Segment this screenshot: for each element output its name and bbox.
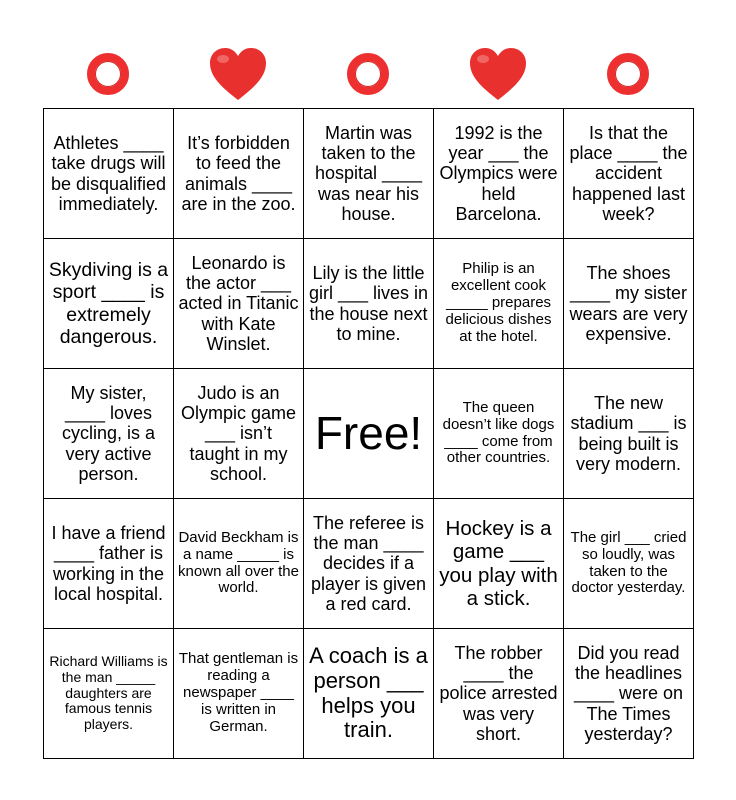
bingo-cell[interactable]: A coach is a person ___ helps you train. [304,629,434,759]
bingo-cell[interactable]: The referee is the man ____ decides if a player is given a red card. [304,499,434,629]
ring-icon [563,40,693,108]
bingo-cell[interactable]: That gentleman is reading a newspaper ____ is written in German. [174,629,304,759]
heart-icon [433,40,563,108]
bingo-cell[interactable]: The girl ___ cried so loudly, was taken to the doctor yesterday. [564,499,694,629]
bingo-cell[interactable]: Martin was taken to the hospital ____ was near his house. [304,109,434,239]
bingo-cell[interactable]: 1992 is the year ___ the Olympics were held Barcelona. [434,109,564,239]
bingo-cell[interactable]: Philip is an excellent cook _____ prepares delicious dishes at the hotel. [434,239,564,369]
bingo-cell[interactable]: Richard Williams is the man _____ daughters are famous tennis players. [44,629,174,759]
bingo-cell[interactable]: Did you read the headlines ____ were on The Times yesterday? [564,629,694,759]
bingo-cell[interactable]: David Beckham is a name _____ is known all over the world. [174,499,304,629]
bingo-cell[interactable]: My sister, ____ loves cycling, is a very active person. [44,369,174,499]
bingo-cell[interactable]: It’s forbidden to feed the animals ____ are in the zoo. [174,109,304,239]
bingo-cell[interactable]: The robber ____ the police arrested was very short. [434,629,564,759]
ring-icon [303,40,433,108]
bingo-cell[interactable]: Is that the place ____ the accident happened last week? [564,109,694,239]
bingo-cell[interactable]: The queen doesn’t like dogs ____ come from other countries. [434,369,564,499]
bingo-cell[interactable]: Hockey is a game ___ you play with a stick. [434,499,564,629]
free-space[interactable]: Free! [304,369,434,499]
bingo-cell[interactable]: Skydiving is a sport ____ is extremely dangerous. [44,239,174,369]
ring-icon [43,40,173,108]
bingo-cell[interactable]: The new stadium ___ is being built is very modern. [564,369,694,499]
bingo-cell[interactable]: Lily is the little girl ___ lives in the house next to mine. [304,239,434,369]
heart-icon [173,40,303,108]
bingo-cell[interactable]: Leonardo is the actor ___ acted in Titanic with Kate Winslet. [174,239,304,369]
bingo-cell[interactable]: Athletes ____ take drugs will be disqualified immediately. [44,109,174,239]
bingo-cell[interactable]: The shoes ____ my sister wears are very expensive. [564,239,694,369]
bingo-header [43,40,693,108]
bingo-cell[interactable]: I have a friend ____ father is working in the local hospital. [44,499,174,629]
bingo-cell[interactable]: Judo is an Olympic game ___ isn’t taught in my school. [174,369,304,499]
bingo-grid [43,108,694,759]
